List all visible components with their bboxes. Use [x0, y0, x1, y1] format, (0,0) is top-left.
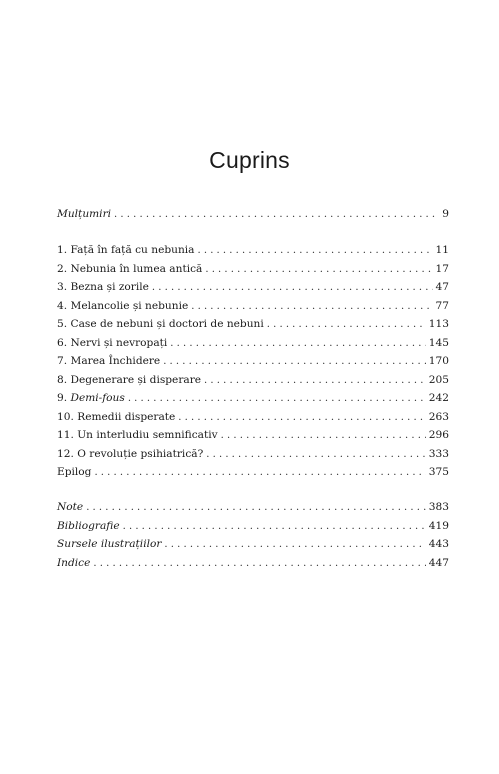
- toc-entry-label: Sursele ilustrațiilor: [57, 538, 162, 550]
- toc-entry: [57, 463, 449, 482]
- toc-leader-dots: [267, 316, 426, 335]
- toc-front-matter: [57, 205, 449, 224]
- toc-chapters: [57, 241, 449, 482]
- toc-leader-dots: [152, 279, 433, 298]
- toc-entry-label: Remedii disperate: [77, 410, 176, 423]
- toc-entry: [57, 554, 449, 573]
- toc-entry-label: Nebunia în lumea antică: [70, 262, 203, 275]
- toc-entry-label: Bezna și zorile: [70, 281, 149, 293]
- toc-entry-label: Note: [57, 501, 84, 513]
- toc-leader-dots: [164, 536, 425, 555]
- toc-entry-label: Epilog: [57, 466, 92, 478]
- toc-entry-number: 11.: [57, 429, 74, 441]
- toc-entry-page: 383: [428, 501, 449, 513]
- toc-entry-label: Nervi și nevropați: [70, 336, 168, 349]
- toc-entry: [57, 352, 449, 371]
- page-title: Cuprins: [209, 147, 290, 173]
- toc-entry-label: Indice: [57, 556, 91, 569]
- toc-entry-number: 7.: [57, 355, 68, 367]
- toc-entry-page: 263: [428, 410, 449, 423]
- toc-entry-number: 12.: [57, 447, 74, 460]
- toc-entry-label: Un interludiu semnificativ: [77, 429, 218, 441]
- toc-leader-dots: [114, 206, 439, 225]
- toc-entry: [57, 445, 449, 464]
- toc-entry-page: 447: [428, 556, 449, 569]
- toc-entry-label: Bibliografie: [57, 519, 120, 532]
- toc-entry-page: 333: [428, 447, 449, 460]
- toc-entry-page: 205: [428, 373, 449, 386]
- toc-leader-dots: [163, 353, 426, 372]
- toc-entry-page: 113: [428, 318, 449, 330]
- toc-entry: [57, 205, 449, 224]
- toc-entry-number: 3.: [57, 281, 68, 293]
- toc-entry: [57, 426, 449, 445]
- toc-entry: [57, 389, 449, 408]
- toc-entry-label: Marea Închidere: [70, 355, 161, 367]
- toc-entry-number: 5.: [57, 318, 68, 330]
- toc-leader-dots: [93, 555, 425, 574]
- toc-entry-page: 242: [428, 392, 449, 404]
- toc-entry-page: 9: [442, 208, 449, 220]
- toc-entry-label: Melancolie și nebunie: [70, 299, 189, 312]
- toc-leader-dots: [191, 298, 432, 317]
- toc-entry: [57, 334, 449, 353]
- toc-leader-dots: [123, 518, 426, 537]
- toc-entry-label: Demi-fous: [70, 392, 125, 404]
- toc-leader-dots: [170, 335, 425, 354]
- toc-entry: [57, 535, 449, 554]
- toc-entry-label: Față în față cu nebunia: [70, 244, 195, 256]
- toc-leader-dots: [94, 464, 425, 483]
- toc-entry-page: 77: [435, 299, 449, 312]
- toc-entry-number: 9.: [57, 392, 68, 404]
- toc-entry: [57, 315, 449, 334]
- toc-entry: [57, 517, 449, 536]
- toc-entry-number: 6.: [57, 336, 68, 349]
- toc-entry: [57, 278, 449, 297]
- toc-entry-label: Mulțumiri: [57, 208, 112, 220]
- toc-entry-page: 296: [428, 429, 449, 441]
- toc-entry: [57, 371, 449, 390]
- toc-entry: [57, 297, 449, 316]
- toc-entry-page: 145: [428, 336, 449, 349]
- toc-entry: [57, 260, 449, 279]
- toc-entry-number: 2.: [57, 262, 68, 275]
- toc-entry-page: 443: [428, 538, 449, 550]
- toc-entry-number: 10.: [57, 410, 74, 423]
- toc-entry-label: Case de nebuni și doctori de nebuni: [70, 318, 264, 330]
- toc-leader-dots: [221, 427, 426, 446]
- toc-entry-label: O revoluție psihiatrică?: [77, 447, 204, 460]
- toc-entry-page: 170: [428, 355, 449, 367]
- toc-entry-page: 11: [435, 244, 449, 256]
- toc-entry-label: Degenerare și disperare: [70, 373, 202, 386]
- toc-entry-page: 419: [428, 519, 449, 532]
- toc-entry-number: 8.: [57, 373, 68, 386]
- toc-leader-dots: [128, 390, 426, 409]
- toc-entry: [57, 498, 449, 517]
- toc-entry: [57, 241, 449, 260]
- toc-leader-dots: [204, 372, 426, 391]
- toc-entry-page: 17: [435, 262, 449, 275]
- toc-leader-dots: [205, 261, 432, 280]
- toc-entry-number: 1.: [57, 244, 68, 256]
- toc-entry: [57, 408, 449, 427]
- toc-leader-dots: [86, 499, 426, 518]
- toc-leader-dots: [178, 409, 425, 428]
- toc-back-matter: [57, 498, 449, 572]
- toc-entry-page: 375: [428, 466, 449, 478]
- toc-entry-page: 47: [435, 281, 449, 293]
- toc-leader-dots: [197, 242, 432, 261]
- toc-leader-dots: [206, 446, 426, 465]
- toc-entry-number: 4.: [57, 299, 68, 312]
